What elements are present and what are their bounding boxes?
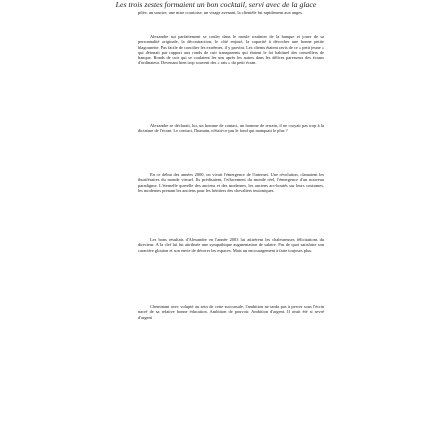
paragraph-6-block (138, 304, 324, 325)
paragraph-3: Alexandre se déclarait, lui, un homme de contact, un homme de terrain, il ne croyait pas trop à la dictature de l'écran. Le contact, l'humain, n'était-ce pas le fond qui manquait le plus ? (138, 123, 324, 134)
paragraph-1: pilée, un sourire, une mise courtoise, un visage avenant, la clientèle fut rapidement aux anges. (138, 10, 303, 15)
partial-top-line: Les trois zestes formaient un bon cocktail, servi avec de la glace (115, 0, 317, 9)
paragraph-1-block (138, 10, 324, 20)
paragraph-2: Alexandre sut parfaitement se couler dans le moule routinier de la banque et jouer de sa personnalité originale, la décontraction, le côté enjoué, la capacité à décocher une bonne petite blagounette. Pas facile de concilier les extrêmes, il y parvint. Les clients étaient ravis de ce « petit jeune » qui détonait par rapport aux ronds de cuir transparents qui étaient le lot habituel des conseillers de banque. Ronds de cuir qui se coulaient les uns après les autres dans les délices paresseux des écrans d'ordinateur. Devenant bien trop souvent des « rats » du petit écran. (138, 34, 324, 66)
paragraph-2-block (138, 34, 324, 71)
paragraph-5: Les bons résultats d'Alexandre en l'année 2003 lui attirèrent les chaleureuses félicitations du directeur. A la clef lui fut attribuée une sympathique augmentation de salaire. Pas de quoi satisfaire son caractère glouton et son envie de dévorer les espaces. Mais un encouragement à faire toujours plus. (138, 237, 324, 253)
paragraph-4-block (138, 172, 324, 198)
paragraph-6: Cheminant avec volupté au sein de cette succursale, l'ambition ne tarda pas à percer sous l'écrin nacré de sa relative bonne éducation. Ambition de pouvoir. Ambition d'argent. Il avait été si sevré d'argent (138, 304, 324, 320)
paragraph-5-block (138, 237, 324, 258)
paragraph-3-block (138, 123, 324, 139)
paragraph-4: En ce début des années 2000, on vivait l'émergence de l'internet. Une révolution, clamaient les thuriféraires du monde virtuel. Ils prédisaient, l'effacement du monde réel, l'émergence d'un nouveau paradigme. L'éternelle querelle des anciens et des modernes, les anciens arc-boutés sur leurs coutumes, les modernes prenant les anciens pour les héritiers des chevaliers teutoniques. (138, 172, 324, 193)
